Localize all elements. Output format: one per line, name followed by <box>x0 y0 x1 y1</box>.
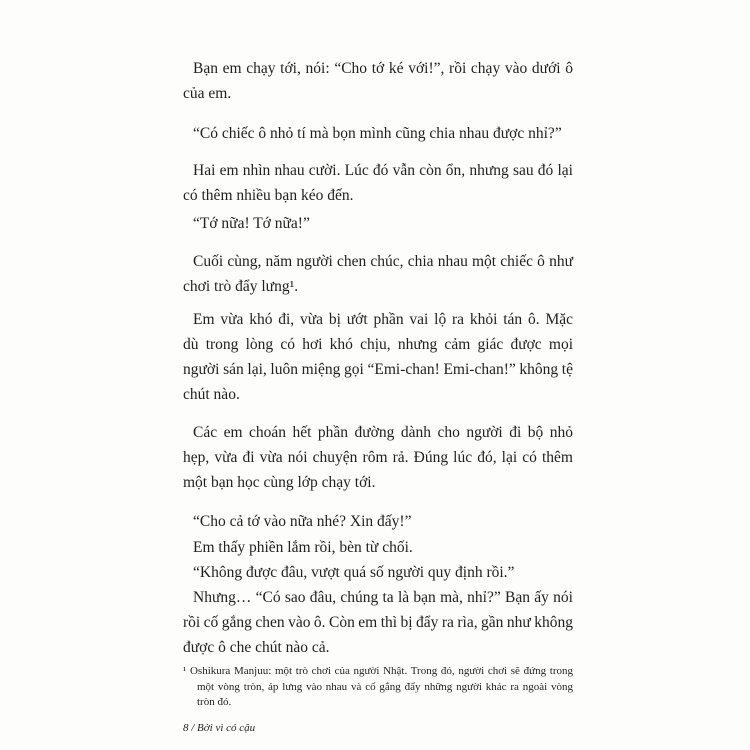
paragraph <box>183 560 573 585</box>
text-line: rồi cố gắng chen vào ô. Còn em thì bị đẩy ra rìa, gần như không <box>183 614 573 631</box>
text-line: Cuối cùng, năm người chen chúc, chia nhau một chiếc ô như <box>193 253 573 270</box>
text-line: của em. <box>183 85 232 102</box>
text-line: Em vừa khó đi, vừa bị ướt phần vai lộ ra khỏi tán ô. Mặc <box>193 311 573 328</box>
footnote-line: ¹ Oshikura Manjuu: một trò chơi của người Nhật. Trong đó, người chơi sẽ đứng trong <box>183 665 573 677</box>
text-line: một bạn học cùng lớp chạy tới. <box>183 474 376 491</box>
text-line: “Cho cả tớ vào nữa nhé? Xin đấy!” <box>193 513 412 530</box>
paragraph <box>183 307 573 407</box>
paragraph <box>183 121 573 146</box>
text-line: Các em choán hết phần đường dành cho người đi bộ nhỏ <box>193 424 573 441</box>
text-line: được ô che chút nào cả. <box>183 639 330 656</box>
text-line: Nhưng… “Có sao đâu, chúng ta là bạn mà, nhỉ?” Bạn ấy nói <box>193 589 573 606</box>
text-line: Hai em nhìn nhau cười. Lúc đó vẫn còn ổn, nhưng sau đó lại <box>193 162 573 179</box>
text-line: Bạn em chạy tới, nói: “Cho tớ ké với!”, rồi chạy vào dưới ô <box>193 60 573 77</box>
text-line: “Không được đâu, vượt quá số người quy định rồi.” <box>193 564 515 581</box>
paragraph <box>183 585 573 660</box>
text-line: “Tớ nữa! Tớ nữa!” <box>193 215 310 232</box>
paragraph <box>183 420 573 495</box>
text-line: hẹp, vừa đi vừa nói chuyện rôm rả. Đúng lúc đó, lại có thêm <box>183 449 573 466</box>
text-line: người sán lại, luôn miệng gọi “Emi-chan! Emi-chan!” không tệ <box>183 361 573 378</box>
paragraph <box>183 211 573 236</box>
paragraph <box>183 158 573 208</box>
text-line: “Có chiếc ô nhỏ tí mà bọn mình cũng chia nhau được nhỉ?” <box>193 125 562 142</box>
running-footer: 8 / Bởi vì có cậu <box>183 722 256 734</box>
footnote-line: tròn đó. <box>197 696 232 708</box>
text-line: chơi trò đẩy lưng¹. <box>183 278 299 295</box>
text-line: dù trong lòng có hơi khó chịu, nhưng cảm giác được mọi <box>183 336 573 353</box>
paragraph <box>183 535 573 560</box>
text-line: Em thấy phiền lắm rồi, bèn từ chối. <box>193 539 413 556</box>
footnote-line: một vòng tròn, áp lưng vào nhau và cố gắng đẩy những người khác ra ngoài vòng <box>197 680 573 693</box>
footnote <box>183 664 573 711</box>
paragraph <box>183 509 573 534</box>
paragraph <box>183 249 573 299</box>
text-line: chút nào. <box>183 386 240 403</box>
paragraph <box>183 56 573 106</box>
text-line: có thêm nhiều bạn kéo đến. <box>183 187 354 204</box>
